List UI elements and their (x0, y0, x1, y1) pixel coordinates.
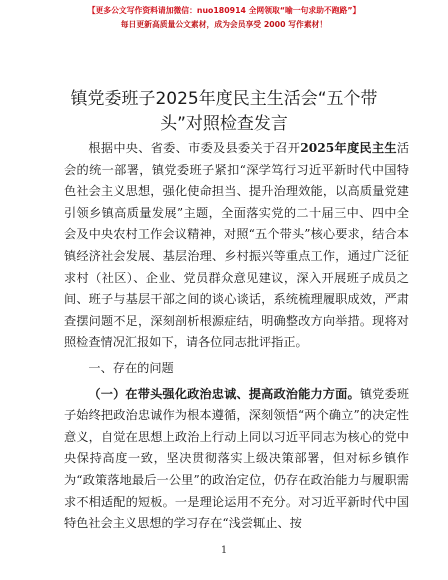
intro-year-text: 2025年度民主生 (300, 141, 397, 155)
subsection-1-heading: （一）在带头强化政治忠诚、提高政治能力方面。 (88, 386, 360, 401)
promo-banner-line-1: 【更多公文写作资料请加微信：nuo180914 全网领取“喻一句求助不跑路”】 (87, 6, 361, 15)
document-body (0, 138, 448, 535)
intro-lead-text: 根据中央、省委、市委及县委关于召开 (88, 141, 301, 155)
subsection-1-text: 镇党委班子始终把政治忠诚作为根本遵循，深刻领悟“两个确立”的决定性意义，自觉在思想上政治上行动上同以习近平同志为核心的党中央保持高度一致，坚决贯彻落实上级决策部署，但对标乡镇作为“政策落地最后一公里”的政治定位，仍存在政治能力与履职需求不相适配的短板。一是理论运用不充分。对习近平新时代中国特色社会主义思想的学习存在“浅尝辄止、按 (64, 386, 410, 531)
document-title-line-1: 镇党委班子2025年度民主生活会“五个带 (70, 89, 378, 109)
subsection-1-paragraph (64, 384, 409, 535)
page-number: 1 (220, 545, 228, 556)
section-heading-problems: 一、存在的问题 (88, 360, 174, 375)
intro-rest-text: 活会的统一部署，镇党委班子紧扣“深学笃行习近平新时代中国特色社会主义思想，强化使命担当、提升治理效能，以高质量党建引领乡镇高质量发展”主题，全面落实党的二十届三中、四中全会及中央农村工作会议精神，对照“五个带头”核心要求，结合本镇经济社会发展、基层治理、乡村振兴等重点工作，通过广泛征求村（社区）、企业、党员群众意见建议，深入开展班子成员之间、班子与基层干部之间的谈心谈话，系统梳理履职成效，严肃查摆问题不足，深刻剖析根源症结，明确整改方向举措。现将对照检查情况汇报如下，请各位同志批评指正。 (64, 141, 410, 350)
promo-banner-line-2: 每日更新高质量公文素材，成为会员享受 2000 写作素材！ (120, 20, 328, 29)
document-title-line-2: 头”对照检查发言 (160, 114, 288, 134)
intro-paragraph (64, 138, 409, 354)
